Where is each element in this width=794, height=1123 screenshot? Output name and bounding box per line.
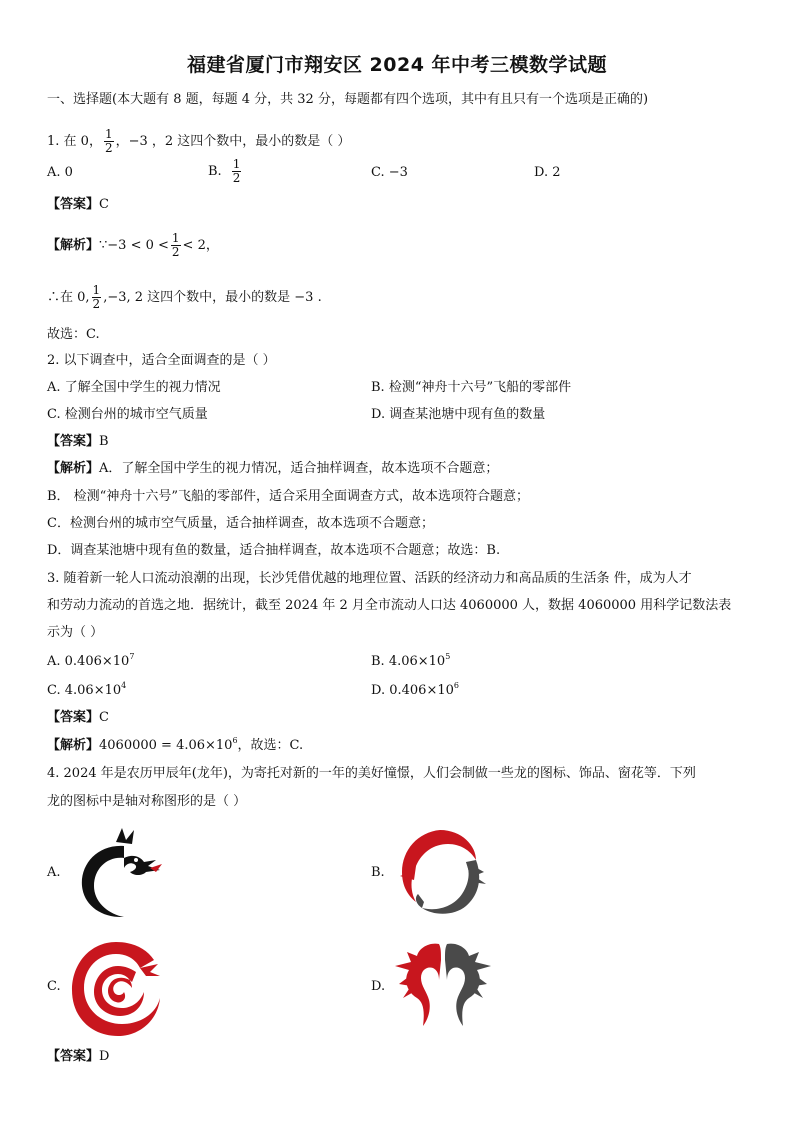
q2-option-b: B. 检测“神舟十六号”飞船的零部件 <box>371 380 572 395</box>
q1-analysis: 【解析】∵−3 < 0 < $\frac{1}{2}$ < 2， <box>47 231 219 259</box>
dragon-symmetric-pair-icon <box>393 940 493 1030</box>
q1-stem: 1. 在 0， $\frac{1}{2}$ ，−3 ，2 这四个数中，最小的数是（ ） <box>47 127 351 155</box>
page-title: 福建省厦门市翔安区 2024 年中考三模数学试题 <box>186 54 608 76</box>
q1-option-a: A. 0 <box>47 165 73 180</box>
q3-stem-2: 和劳动力流动的首选之地．据统计，截至 2024 年 2 月全市流动人口达 4060000 人，数据 4060000 用科学记数法表 <box>47 598 732 613</box>
q4-option-a-label: A. <box>47 865 61 880</box>
q3-stem-1: 3. 随着新一轮人口流动浪潮的出现，长沙凭借优越的地理位置、活跃的经济动力和高品质的生活条 件，成为人才 <box>47 571 692 586</box>
q2-analysis-3: C．检测台州的城市空气质量，适合抽样调查，故本选项不合题意； <box>47 516 434 531</box>
q2-stem: 2. 以下调查中，适合全面调查的是（ ） <box>47 353 276 368</box>
q4-option-d-label: D. <box>371 979 386 994</box>
dragon-red-spiral-icon <box>70 934 162 1038</box>
q2-option-a: A. 了解全国中学生的视力情况 <box>47 380 221 395</box>
q3-option-c: C. $4.06\times 10^4$ <box>47 681 127 698</box>
fraction-one-half: $\frac{1}{2}$ <box>104 127 113 155</box>
q4-answer: 【答案】D <box>47 1049 110 1064</box>
q1-option-d: D. 2 <box>534 165 561 180</box>
q3-stem-3: 示为（ ） <box>47 625 104 640</box>
q1-answer: 【答案】C <box>47 197 109 212</box>
q3-option-a: A. $0.406\times 10^7$ <box>47 652 135 669</box>
q2-option-c: C. 检测台州的城市空气质量 <box>47 407 208 422</box>
q2-answer: 【答案】B <box>47 434 109 449</box>
dragon-red-gray-ring-icon <box>394 820 490 920</box>
q3-analysis: 【解析】$4060000 = 4.06\times 10^6$，故选：C. <box>47 736 304 753</box>
dragon-black-icon <box>72 824 164 920</box>
q4-stem-1: 4. 2024 年是农历甲辰年(龙年)，为寄托对新的一年的美好憧憬，人们会制做一些龙的图标、饰品、窗花等．下列 <box>47 766 696 781</box>
q3-option-d: D. $0.406\times 10^6$ <box>371 681 459 698</box>
section-heading: 一、选择题(本大题有 8 题，每题 4 分，共 32 分，每题都有四个选项，其中有且只有一个选项是正确的) <box>47 92 649 107</box>
q2-analysis-4: D．调查某池塘中现有鱼的数量，适合抽样调查，故本选项不合题意；故选：B. <box>47 543 501 558</box>
q1-option-c: C. −3 <box>371 165 408 180</box>
q4-option-b-label: B. <box>371 865 385 880</box>
q1-analysis-line2: ∴在 0, $\frac{1}{2}$ ,−3, 2 这四个数中，最小的数是 −3 . <box>47 283 322 311</box>
q1-conclusion: 故选：C. <box>47 327 100 342</box>
q2-analysis-2: B． 检测“神舟十六号”飞船的零部件，适合采用全面调查方式，故本选项符合题意； <box>47 489 529 504</box>
q2-analysis-1: 【解析】A．了解全国中学生的视力情况，适合抽样调查，故本选项不合题意； <box>47 461 499 476</box>
q4-stem-2: 龙的图标中是轴对称图形的是（ ） <box>47 794 247 809</box>
q3-answer: 【答案】C <box>47 710 109 725</box>
q2-option-d: D. 调查某池塘中现有鱼的数量 <box>371 407 546 422</box>
q4-option-c-label: C. <box>47 979 61 994</box>
q1-option-b: B. $\frac{1}{2}$ <box>208 157 241 185</box>
q3-option-b: B. $4.06\times 10^5$ <box>371 652 451 669</box>
